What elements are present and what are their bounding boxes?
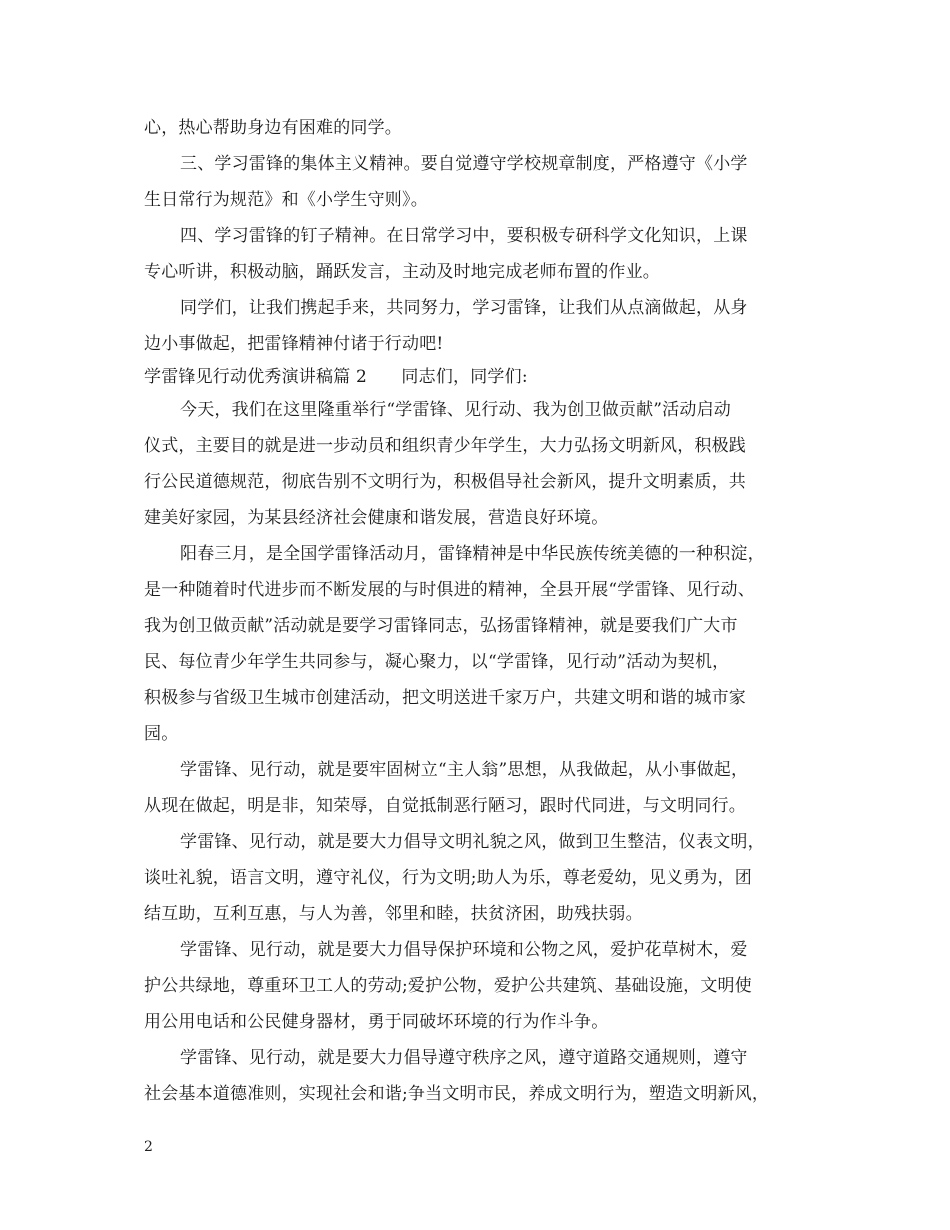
text-line: 学雷锋、见行动，就是要大力倡导保护环境和公物之风，爱护花草树木，爱	[180, 940, 748, 960]
text-line: 生日常行为规范》和《小学生守则》。	[144, 190, 428, 210]
text-line: 民、每位青少年学生共同参与，凝心聚力，以“学雷锋，见行动”活动为契机，	[144, 652, 730, 672]
text-line: 学雷锋、见行动，就是要牢固树立“主人翁”思想，从我做起，从小事做起，	[180, 760, 749, 780]
text-line: 边小事做起，把雷锋精神付诸于行动吧!	[144, 334, 444, 354]
text-line: 从现在做起，明是非，知荣辱，自觉抵制恶行陋习，跟时代同进，与文明同行。	[144, 796, 746, 816]
text-line: 阳春三月，是全国学雷锋活动月，雷锋精神是中华民族传统美德的一种积淀，	[180, 544, 765, 564]
text-line: 四、学习雷锋的钉子精神。在日常学习中，要积极专研科学文化知识，上课	[180, 226, 748, 246]
text-line: 三、学习雷锋的集体主义精神。要自觉遵守学校规章制度，严格遵守《小学	[180, 154, 748, 174]
page-number: 2	[144, 1139, 153, 1155]
text-line: 建美好家园，为某县经济社会健康和谐发展，营造良好环境。	[144, 508, 609, 528]
section-heading: 学雷锋见行动优秀演讲稿篇 2 同志们，同学们:	[144, 367, 528, 387]
text-line: 园。	[144, 724, 179, 744]
text-line: 学雷锋、见行动，就是要大力倡导文明礼貌之风，做到卫生整洁，仪表文明，	[180, 832, 765, 852]
text-line: 是一种随着时代进步而不断发展的与时俱进的精神，全县开展“学雷锋、见行动、	[144, 580, 755, 600]
text-line: 用公用电话和公民健身器材，勇于同破坏环境的行为作斗争。	[144, 1012, 609, 1032]
text-line: 社会基本道德准则，实现社会和谐;争当文明市民，养成文明行为，塑造文明新风，	[144, 1084, 770, 1104]
text-line: 学雷锋、见行动，就是要大力倡导遵守秩序之风，遵守道路交通规则，遵守	[180, 1048, 748, 1068]
text-line: 行公民道德规范，彻底告别不文明行为，积极倡导社会新风，提升文明素质，共	[144, 472, 746, 492]
text-line: 护公共绿地，尊重环卫工人的劳动;爱护公物，爱护公共建筑、基础设施，文明使	[144, 976, 752, 996]
text-line: 仪式，主要目的就是进一步动员和组织青少年学生，大力弘扬文明新风，积极践	[144, 436, 746, 456]
text-line: 谈吐礼貌，语言文明，遵守礼仪，行为文明;助人为乐，尊老爱幼，见义勇为，团	[144, 868, 752, 888]
text-line: 心，热心帮助身边有困难的同学。	[144, 118, 402, 138]
text-line: 今天，我们在这里隆重举行“学雷锋、见行动、我为创卫做贡献”活动启动	[180, 400, 731, 420]
text-line: 结互助，互利互惠，与人为善，邻里和睦，扶贫济困，助残扶弱。	[144, 904, 643, 924]
text-line: 专心听讲，积极动脑，踊跃发言，主动及时地完成老师布置的作业。	[144, 262, 660, 282]
text-line: 我为创卫做贡献”活动就是要学习雷锋同志，弘扬雷锋精神，就是要我们广大市	[144, 616, 738, 636]
text-line: 同学们，让我们携起手来，共同努力，学习雷锋，让我们从点滴做起，从身	[180, 298, 748, 318]
text-line: 积极参与省级卫生城市创建活动，把文明送进千家万户，共建文明和谐的城市家	[144, 688, 746, 708]
